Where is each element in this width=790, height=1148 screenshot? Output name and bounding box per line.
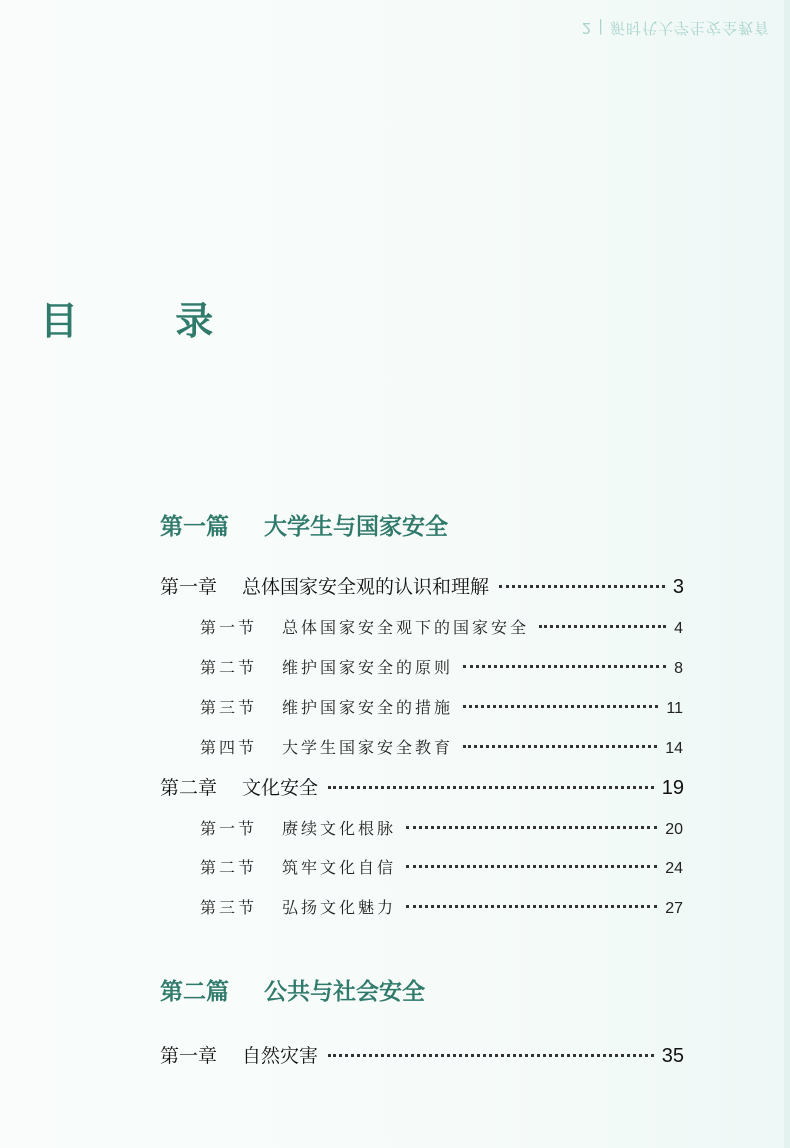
chapter-title: 自然灾害 <box>242 1045 319 1067</box>
dot-leader <box>463 665 666 668</box>
page-edge <box>784 0 790 1148</box>
chapter-number: 第一章 <box>160 576 218 598</box>
dot-leader <box>406 826 657 829</box>
dot-leader <box>328 1054 654 1057</box>
toc-chapter-entry[interactable] <box>160 572 684 599</box>
section-title: 维护国家安全的原则 <box>282 658 454 677</box>
section-title: 总体国家安全观下的国家安全 <box>282 618 530 637</box>
section-title: 筑牢文化自信 <box>282 858 397 877</box>
toc-section-entry[interactable] <box>200 615 683 638</box>
part-heading <box>160 508 448 541</box>
dot-leader <box>406 905 657 908</box>
section-title: 弘扬文化魅力 <box>282 898 397 917</box>
page-number: 27 <box>665 900 683 917</box>
toc-section-entry[interactable] <box>200 816 683 839</box>
page-number: 24 <box>665 860 683 877</box>
section-title: 赓续文化根脉 <box>282 819 397 838</box>
toc-title: 目 录 <box>40 299 256 343</box>
chapter-number: 第一章 <box>160 1045 218 1067</box>
section-number: 第三节 <box>200 698 258 717</box>
section-number: 第一节 <box>200 618 258 637</box>
dot-leader <box>406 865 657 868</box>
page-number: 8 <box>674 660 683 677</box>
dot-leader <box>328 786 654 789</box>
toc-chapter-entry[interactable] <box>160 1041 684 1068</box>
section-title: 大学生国家安全教育 <box>282 738 454 757</box>
chapter-number: 第二章 <box>160 777 218 799</box>
running-header: 2 | 新时代大学生安全教育 <box>581 19 770 37</box>
part-number: 第二篇 <box>160 979 229 1005</box>
part-title: 大学生与国家安全 <box>264 514 448 540</box>
toc-section-entry[interactable] <box>200 655 683 678</box>
toc-section-entry[interactable] <box>200 735 683 758</box>
dot-leader <box>463 705 658 708</box>
page-number: 11 <box>666 700 683 717</box>
toc-section-entry[interactable] <box>200 855 683 878</box>
page-number: 19 <box>661 777 684 799</box>
toc-section-entry[interactable] <box>200 895 683 918</box>
part-heading <box>160 973 425 1006</box>
dot-leader <box>499 585 665 588</box>
page-number: 3 <box>672 576 684 598</box>
toc-chapter-entry[interactable] <box>160 773 684 800</box>
toc-section-entry[interactable] <box>200 695 683 718</box>
dot-leader <box>539 625 666 628</box>
section-number: 第二节 <box>200 658 258 677</box>
part-number: 第一篇 <box>160 514 229 540</box>
section-number: 第一节 <box>200 819 258 838</box>
chapter-title: 文化安全 <box>242 777 319 799</box>
chapter-title: 总体国家安全观的认识和理解 <box>242 576 490 598</box>
section-number: 第二节 <box>200 858 258 877</box>
section-title: 维护国家安全的措施 <box>282 698 454 717</box>
section-number: 第三节 <box>200 898 258 917</box>
dot-leader <box>463 745 657 748</box>
page-number: 14 <box>665 740 683 757</box>
page-number: 35 <box>661 1045 684 1067</box>
part-title: 公共与社会安全 <box>264 979 425 1005</box>
page-number: 20 <box>665 821 683 838</box>
page-number: 4 <box>674 620 683 637</box>
section-number: 第四节 <box>200 738 258 757</box>
